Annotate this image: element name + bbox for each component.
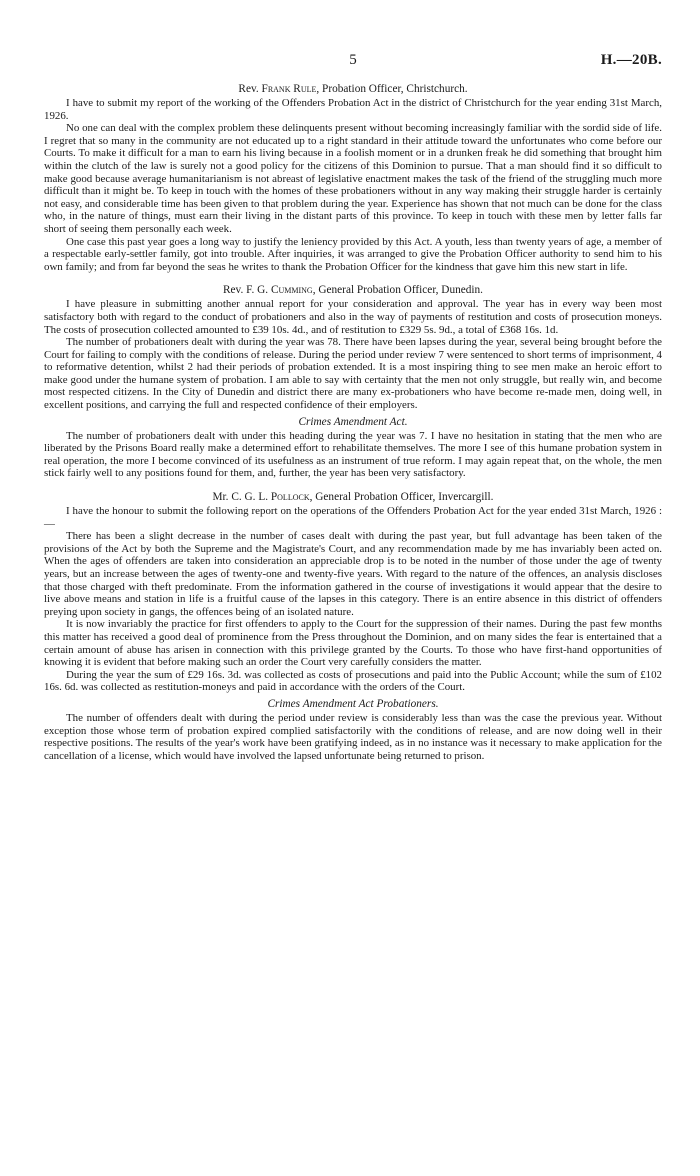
paragraph: One case this past year goes a long way to justify the leniency provided by this Act. A youth, less than twenty years of age, a member of a respectable early-settler family, got into trouble. After inquiries, it was arranged to give the Probation Officer authority to send him to his own family; and from far beyond the seas he writes to thank the Probation Officer for the kindness that gave him this new start in life. [44, 235, 662, 273]
paragraph: The number of probationers dealt with during the year was 78. There have been lapses during the year, several being brought before the Court for failing to comply with the conditions of release. During the period under review 7 were sentenced to short terms of imprisonment, 4 to reformative detention, whilst 2 had their periods of probation extended. It is a most inspiring thing to see men make an heroic effort to make good under the humane system of probation. I am able to say with certainty that the men not only struggle, but really win, and become most respected citizens. In the City of Dunedin and district there are many ex-probationers who have become re-made men, doing well, in excellent positions, and carrying the full and respected confidence of their employers. [44, 336, 662, 412]
document-page [44, 52, 662, 762]
section-heading-christchurch: Rev. Frank Rule, Probation Officer, Christchurch. [238, 83, 468, 95]
subsection-heading: Crimes Amendment Act. [298, 415, 408, 428]
paragraph: There has been a slight decrease in the number of cases dealt with during the past year, but full advantage has been taken of the provisions of the Act by both the Supreme and the Magistrate's Court, and any recommendation made by me has invariably been acted on. When the ages of offenders are taken into consideration an appreciable drop is to be noted in the number of those under the age of twenty years, but an increase between the ages of twenty-one and twenty-five years. With regard to the nature of the offences, an analysis discloses that those charged with theft predominate. From the information gathered in the course of investigations it would appear that the desire to live above means and station in life is a fruitful cause of the lapses in this category. There is an entire absence in this district of offenders preying upon society in gangs, the offences being of an isolated nature. [44, 530, 662, 618]
paragraph: The number of probationers dealt with under this heading during the year was 7. I have no hesitation in stating that the men who are liberated by the Prisons Board really make a determined effort to rehabilitate themselves. The more I see of this humane probation system in real operation, the more I become convinced of its usefulness as an instrument of true reform. I may again repeat that, on the whole, the men stick fairly well to any positions found for them, and, further, the year has been very satisfactory. [44, 429, 662, 480]
paragraph: I have the honour to submit the following report on the operations of the Offenders Probation Act for the year ended 31st March, 1926 :— [44, 505, 662, 530]
section-heading-invercargill: Mr. C. G. L. Pollock, General Probation Officer, Invercargill. [212, 491, 494, 504]
officer-name: Cumming [270, 284, 313, 297]
paragraph: The number of offenders dealt with during the period under review is considerably less than was the case the previous year. Without exception those whose term of probation expired complied satisfactorily with the conditions of release, and are now doing well in their respective positions. The results of the year's work have been gratifying indeed, as in no instance was it necessary to make application for the cancellation of a license, which would have involved the lapsed unfortunate being returned to prison. [44, 711, 662, 762]
officer-name: Pollock [270, 491, 310, 504]
page-header [44, 52, 662, 72]
section-heading-dunedin: Rev. F. G. Cumming, General Probation Officer, Dunedin. [222, 284, 484, 297]
paragraph: During the year the sum of £29 16s. 3d. was collected as costs of prosecutions and paid into the Public Account; while the sum of £102 16s. 6d. was collected as restitution-moneys and paid in accordance with the orders of the Court. [44, 668, 662, 694]
subsection-heading: Crimes Amendment Act Probationers. [267, 697, 439, 710]
officer-name: Frank Rule [261, 83, 317, 95]
paragraph: I have pleasure in submitting another annual report for your consideration and approval. The year has in every way been most satisfactory both with regard to the conduct of probationers and also in the way of payments of restitution and costs of prosecution moneys. The costs of prosecution collected amounted to £39 10s. 4d., and of restitution to £329 5s. 9d., a total of £368 16s. 1d. [44, 298, 662, 336]
paragraph: I have to submit my report of the working of the Offenders Probation Act in the district of Christchurch for the year ending 31st March, 1926. [44, 97, 662, 122]
paragraph: No one can deal with the complex problem these delinquents present without becoming increasingly familiar with the sordid side of life. I regret that so many in the community are not educated up to a right standard in their attitude toward the unfortunates who come before our Courts. To make it difficult for a man to earn his living because in a foolish moment or in a drunken freak he did something that brought him within the clutch of the law is surely not a good policy for the citizens of this Dominion to pursue. That a man should find it so difficult to make good because average humanitarianism is not abreast of legislative enactment makes the task of the friend of the struggling much more difficult than it might be. To keep in touch with the homes of these probationers without in any way making their struggle harder is certainly not easy, and considerable time has been given to that problem during the year. Experience has shown that not much can be done for the class who, in the nature of things, must earn their living in the distant parts of this province. To keep in touch with these men by letter falls far short of seeing them personally each week. [44, 122, 662, 235]
document-reference: H.—20B. [600, 52, 662, 68]
paragraph: It is now invariably the practice for first offenders to apply to the Court for the suppression of their names. During the past few months this matter has received a good deal of prominence from the Press throughout the Dominion, and on many sides the fear is entertained that a certain amount of abuse has arisen in connection with this privilege granted by the Courts. To those who have first-hand opportunities of knowing it is evident that before making such an order the Court very carefully considers the matter. [44, 618, 662, 669]
page-number: 5 [349, 52, 357, 68]
